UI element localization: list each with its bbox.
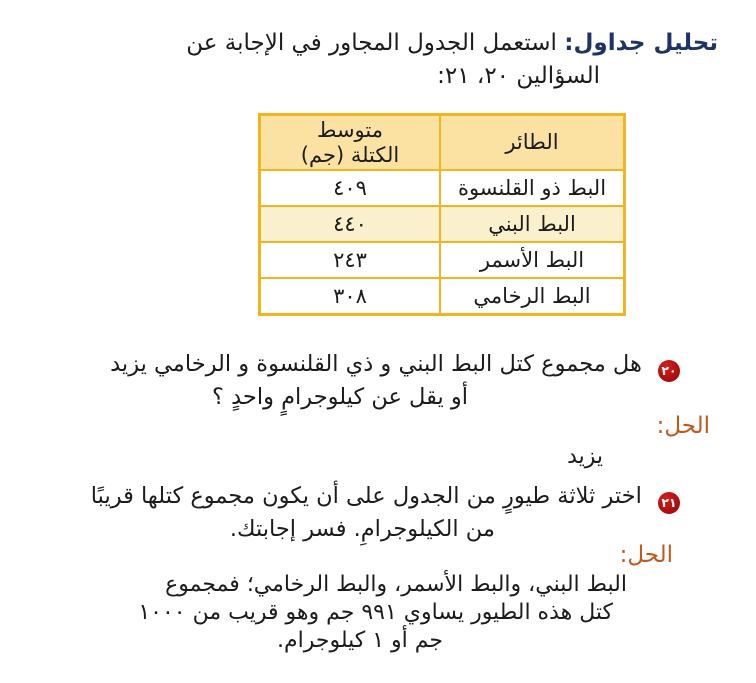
bird-name-cell: البط ذو القلنسوة — [440, 170, 625, 206]
intro-line1-rest: استعمل الجدول المجاور في الإجابة عن — [186, 30, 557, 56]
bird-mass-cell: ٤٤٠ — [260, 206, 441, 242]
answer-21 — [138, 571, 627, 655]
intro-text — [186, 27, 718, 93]
question-21-text-line2: من الكيلوجرامِ. فسر إجابتك. — [229, 516, 495, 542]
table-row — [260, 278, 625, 315]
bird-mass-cell: ٢٤٣ — [260, 242, 441, 278]
table-header-row — [260, 115, 625, 171]
column-header-bird: الطائر — [440, 115, 625, 171]
bird-name-cell: البط الرخامي — [440, 278, 625, 315]
question-20-line1 — [110, 349, 680, 382]
table-row — [260, 170, 625, 206]
bird-mass-cell: ٣٠٨ — [260, 278, 441, 315]
intro-line2: السؤالين ٢٠، ٢١: — [437, 63, 600, 89]
answer-21-line3: جم أو ١ كيلوجرام. — [276, 628, 443, 653]
answer-21-line2: كتل هذه الطيور يساوي ٩٩١ جم وهو قريب من ١٠٠٠ — [138, 600, 613, 625]
bird-name-cell: البط الأسمر — [440, 242, 625, 278]
column-header-mass-line1: متوسط — [317, 117, 383, 142]
birds-mass-table — [258, 113, 626, 316]
question-20 — [110, 349, 680, 413]
question-20-number-badge: ٢٠ — [658, 360, 680, 382]
intro-line1 — [186, 27, 718, 60]
question-21-line1 — [91, 481, 680, 514]
question-20-text-line2: أو يقل عن كيلوجرامٍ واحدٍ ؟ — [212, 384, 468, 410]
table-row — [260, 242, 625, 278]
answer-20: يزيد — [567, 444, 603, 469]
question-21-number-badge: ٢١ — [658, 492, 680, 514]
column-header-mass — [260, 115, 441, 171]
intro-keyword: تحليل جداول: — [564, 30, 718, 56]
bird-name-cell: البط البني — [440, 206, 625, 242]
solution-label-20: الحل: — [656, 413, 710, 439]
answer-21-line1: البط البني، والبط الأسمر، والبط الرخامي؛ فمجموع — [165, 572, 627, 597]
bird-mass-cell: ٤٠٩ — [260, 170, 441, 206]
column-header-mass-line2: الكتلة (جم) — [300, 142, 400, 167]
question-20-text-line1: هل مجموع كتل البط البني و ذي القلنسوة و الرخامي يزيد — [110, 351, 642, 377]
question-21-text-line1: اختر ثلاثة طيورٍ من الجدول على أن يكون مجموع كتلها قريبًا — [90, 483, 642, 509]
table-row — [260, 206, 625, 242]
solution-label-21: الحل: — [619, 542, 673, 568]
question-21 — [91, 481, 680, 545]
